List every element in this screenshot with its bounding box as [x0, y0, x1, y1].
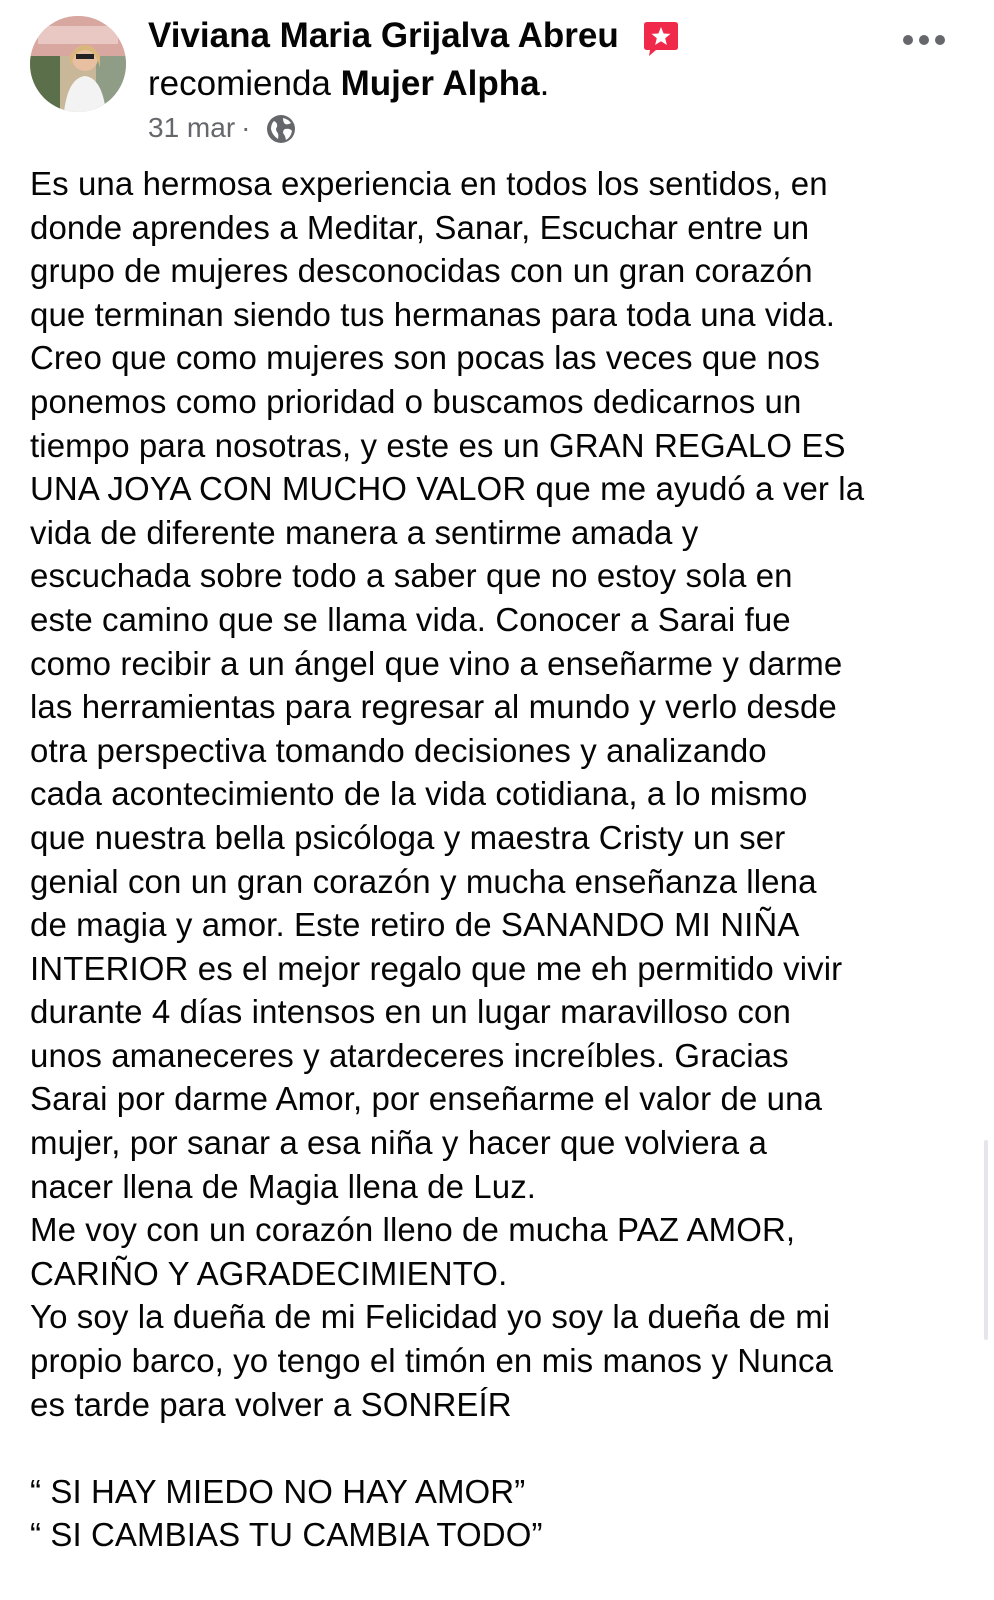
post-body-line: que nuestra bella psicóloga y maestra Cristy un ser [30, 818, 786, 856]
post-body-line: CARIÑO Y AGRADECIMIENTO. [30, 1254, 508, 1292]
post-body-line: nacer llena de Magia llena de Luz. [30, 1167, 537, 1205]
post-body-line: INTERIOR es el mejor regalo que me eh permitido vivir [30, 949, 843, 987]
post-body-line: “ SI CAMBIAS TU CAMBIA TODO” [30, 1516, 543, 1554]
more-options-icon[interactable] [896, 22, 952, 58]
post-body-line: durante 4 días intensos en un lugar maravilloso con [30, 993, 791, 1031]
post-body-line: Me voy con un corazón lleno de mucha PAZ AMOR, [30, 1211, 796, 1249]
post-body-line: Yo soy la dueña de mi Felicidad yo soy la dueña de mi [30, 1298, 831, 1336]
post-body-line: Creo que como mujeres son pocas las veces que nos [30, 339, 820, 377]
post-date[interactable]: 31 mar [148, 112, 236, 143]
post-body-line: grupo de mujeres desconocidas con un gran corazón [30, 252, 813, 290]
post-body-line: que terminan siendo tus hermanas para toda una vida. [30, 295, 836, 333]
post-body-line: ponemos como prioridad o buscamos dedicarnos un [30, 382, 802, 420]
post-body-line: unos amaneceres y atardeceres increíbles. Gracias [30, 1036, 789, 1074]
recommended-page-link[interactable]: Mujer Alpha [340, 64, 540, 103]
post-body-line [30, 1426, 970, 1470]
post-body-line: Es una hermosa experiencia en todos los sentidos, en [30, 165, 828, 202]
post-body-line: donde aprendes a Meditar, Sanar, Escuchar entre un [30, 208, 810, 246]
post-meta [148, 110, 256, 146]
post-body-line: “ SI HAY MIEDO NO HAY AMOR” [30, 1472, 526, 1510]
globe-icon [266, 114, 296, 144]
post-body-line: de magia y amor. Este retiro de SANANDO MI NIÑA [30, 906, 800, 944]
post-body-line: otra perspectiva tomando decisiones y analizando [30, 731, 767, 769]
recommendation-line [148, 62, 549, 106]
post-body-line: las herramientas para regresar al mundo y verlo desde [30, 688, 837, 726]
meta-separator: · [241, 112, 251, 143]
post-body-line: vida de diferente manera a sentirme amada y [30, 513, 699, 551]
post-body-line: cada acontecimiento de la vida cotidiana, a lo mismo [30, 775, 808, 813]
recommend-prefix: recomienda [148, 64, 341, 103]
post-body-line: mujer, por sanar a esa niña y hacer que volviera a [30, 1124, 767, 1162]
post-body [30, 162, 970, 1557]
post-body-line: como recibir a un ángel que vino a enseñarme y darme [30, 644, 843, 682]
post-body-line: UNA JOYA CON MUCHO VALOR que me ayudó a ver la [30, 470, 865, 508]
post-body-line: Sarai por darme Amor, por enseñarme el valor de una [30, 1080, 823, 1118]
post-body-line: este camino que se llama vida. Conocer a Sarai fue [30, 600, 791, 638]
post-body-line: propio barco, yo tengo el timón en mis manos y Nunca [30, 1342, 834, 1380]
post-body-line: es tarde para volver a SONREÍR [30, 1385, 512, 1423]
post-body-line: tiempo para nosotras, y este es un GRAN REGALO ES [30, 426, 846, 464]
post-body-line: genial con un gran corazón y mucha enseñanza llena [30, 862, 817, 900]
star-badge-icon [642, 20, 680, 58]
avatar-photo [30, 16, 126, 112]
author-avatar[interactable] [30, 16, 126, 112]
author-name[interactable]: Viviana Maria Grijalva Abreu [148, 16, 619, 55]
scrollbar[interactable] [984, 1140, 988, 1340]
post-body-line: escuchada sobre todo a saber que no estoy sola en [30, 557, 793, 595]
recommend-suffix: . [539, 64, 550, 103]
